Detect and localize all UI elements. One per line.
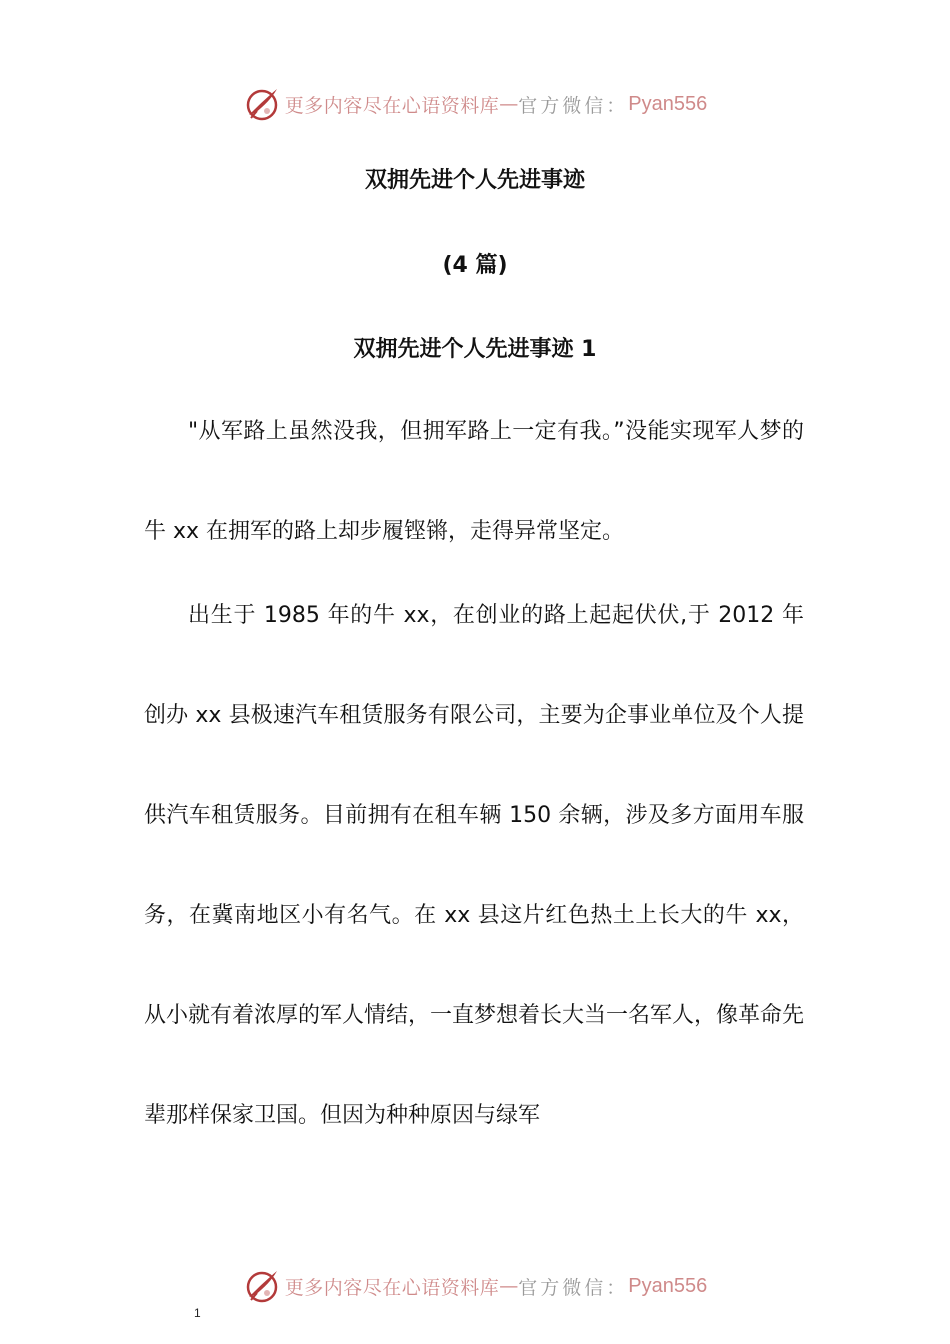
banner-dash: —: [499, 1275, 519, 1297]
banner-dash: —: [499, 93, 519, 115]
banner-wechat-label: 官方微信：: [518, 94, 629, 117]
body-paragraph-2: 出生于 1985 年的牛 xx，在创业的路上起起伏伏,于 2012 年创办 xx 县极速汽车租赁服务有限公司，主要为企事业单位及个人提供汽车租赁服务。目前拥有在租车辆 150 余辆，涉及多方面用车服务，在冀南地区小有名气。在 xx 县这片红色热土上长大的牛 xx，从小就有着浓厚的军人情结，一直梦想着长大当一名军人，像革命先辈那样保家卫国。但因为种种原因与绿军: [144, 603, 805, 1128]
quill-pen-logo-icon: [243, 1267, 281, 1305]
banner-site-text: 更多内容尽在心语资料库: [284, 1276, 500, 1299]
footer-banner: [0, 1264, 950, 1308]
page-number: 1: [194, 1306, 201, 1320]
section-title: 双拥先进个人先进事迹 1: [353, 337, 597, 362]
banner-wechat-id: Pyan556: [628, 1274, 708, 1297]
document-subtitle: (4 篇): [442, 253, 508, 278]
banner-wechat-label: 官方微信：: [518, 1276, 629, 1299]
banner-site-text: 更多内容尽在心语资料库: [284, 94, 500, 117]
document-title: 双拥先进个人先进事迹: [364, 168, 585, 193]
quill-pen-logo-icon: [243, 85, 281, 123]
banner-wechat-id: Pyan556: [628, 92, 708, 115]
header-banner: [0, 82, 950, 126]
body-paragraph-1: "从军路上虽然没我，但拥军路上一定有我。”没能实现军人梦的牛 xx 在拥军的路上却步履铿锵，走得异常坚定。: [144, 419, 804, 544]
